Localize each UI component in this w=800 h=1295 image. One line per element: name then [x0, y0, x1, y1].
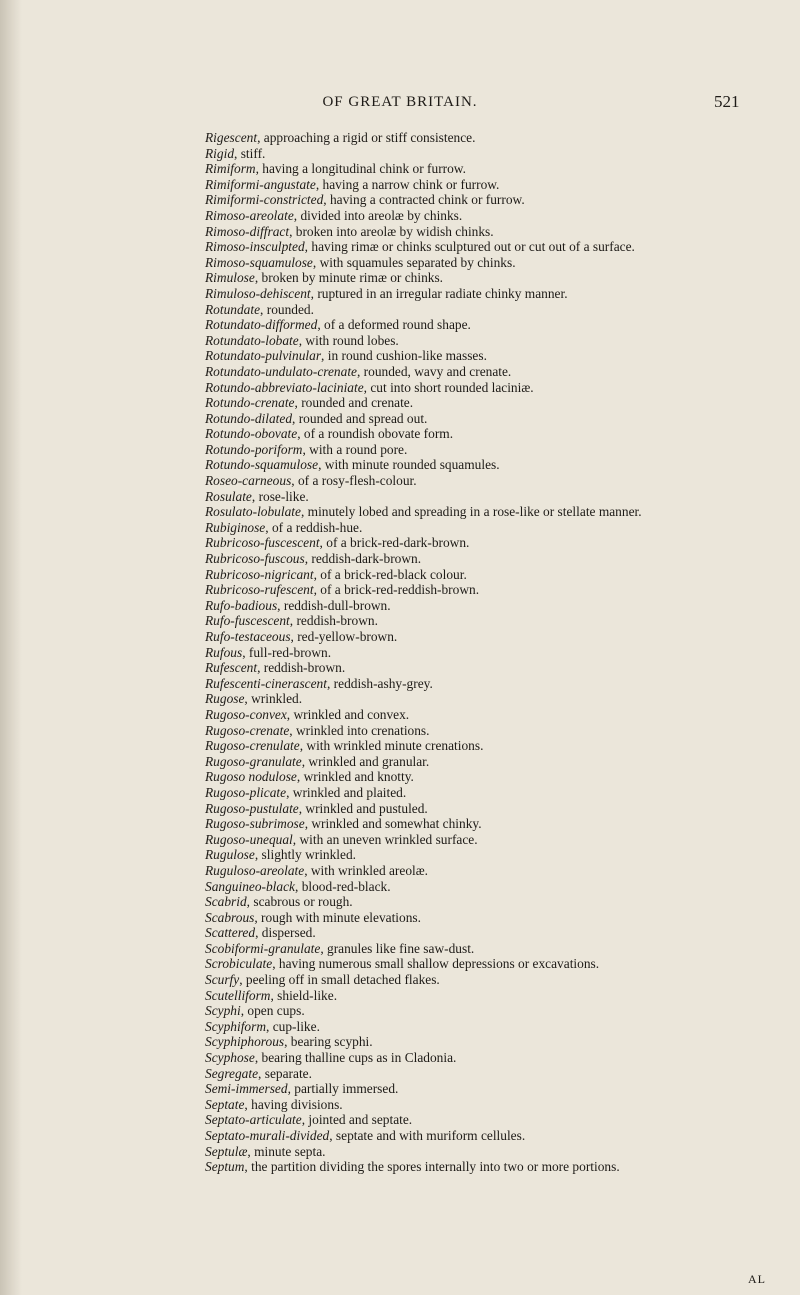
glossary-entry	[205, 504, 795, 520]
entry-definition: , cup-like.	[266, 1018, 320, 1034]
entry-term: Septum	[205, 1159, 245, 1175]
entry-definition: , having a contracted chink or furrow.	[323, 192, 525, 208]
entry-definition: , rounded and spread out.	[292, 410, 428, 426]
entry-definition: , slightly wrinkled.	[254, 847, 357, 863]
entry-term: Segregate	[205, 1065, 259, 1081]
entry-definition: , bearing thalline cups as in Cladonia.	[254, 1050, 457, 1066]
entry-term: Septulæ	[205, 1143, 248, 1159]
entry-term: Rubricoso-nigricant	[205, 566, 314, 582]
entry-definition: , with round lobes.	[298, 332, 399, 348]
entry-term: Scabrous	[205, 909, 255, 925]
entry-term: Rotundo-obovate	[205, 426, 298, 442]
glossary-entry	[205, 754, 795, 770]
entry-definition: , bearing scyphi.	[284, 1034, 373, 1050]
entry-definition: , minutely lobed and spreading in a rose-like or stellate manner.	[300, 504, 642, 520]
entry-definition: , dispersed.	[255, 925, 316, 941]
entry-definition: , rose-like.	[251, 488, 309, 504]
glossary-entry	[205, 863, 795, 879]
entry-definition: , with wrinkled minute crenations.	[299, 738, 484, 754]
entry-definition: , septate and with muriform cellules.	[329, 1128, 526, 1143]
glossary-entry	[205, 286, 795, 302]
entry-term: Rimoso-diffract	[205, 223, 290, 239]
entry-definition: , wrinkled and convex.	[286, 706, 410, 722]
entry-term: Rigid	[205, 145, 235, 161]
glossary-entry	[205, 1144, 795, 1160]
entry-term: Scobiformi-granulate	[205, 940, 321, 956]
entry-term: Rimoso-areolate	[205, 207, 294, 223]
entry-definition: , cut into short rounded laciniæ.	[363, 379, 534, 395]
entry-definition: , of a roundish obovate form.	[297, 426, 454, 442]
entry-definition: , of a brick-red-black colour.	[313, 566, 467, 582]
entry-definition: , wrinkled.	[244, 691, 303, 707]
glossary-entry	[205, 535, 795, 551]
entry-definition: , minute septa.	[247, 1143, 326, 1159]
glossary-entry	[205, 816, 795, 832]
glossary-entry	[205, 239, 795, 255]
entry-definition: , with minute rounded squamules.	[318, 457, 500, 473]
entry-term: Rotundo-abbreviato-laciniate	[205, 379, 364, 395]
entry-term: Rimoso-insculpted	[205, 239, 305, 255]
entry-definition: , ruptured in an irregular radiate chinky manner.	[310, 285, 568, 301]
entry-definition: , having divisions.	[244, 1096, 343, 1112]
entry-definition: , reddish-ashy-grey.	[326, 675, 433, 691]
entry-term: Scutelliform	[205, 987, 271, 1003]
entry-definition: , blood-red-black.	[295, 878, 391, 894]
entry-term: Rimiformi-constricted	[205, 192, 324, 208]
entry-term: Rubiginose	[205, 519, 266, 535]
entry-term: Scrobiculate	[205, 956, 273, 972]
entry-definition: , of a brick-red-reddish-brown.	[313, 582, 480, 598]
entry-term: Rigescent	[205, 130, 258, 145]
entry-term: Rosulate	[205, 488, 252, 504]
entry-definition: , of a brick-red-dark-brown.	[319, 535, 470, 551]
entry-definition: , wrinkled and knotty.	[296, 769, 414, 785]
entry-term: Scabrid	[205, 894, 247, 910]
entry-term: Rugose	[205, 691, 245, 707]
glossary-entry	[205, 177, 795, 193]
entry-term: Rufo-testaceous	[205, 629, 291, 644]
entry-term: Scattered	[205, 925, 256, 941]
glossary-entry	[205, 723, 795, 739]
glossary-entry	[205, 551, 795, 567]
glossary-entry	[205, 582, 795, 598]
entry-definition: , wrinkled into crenations.	[289, 722, 430, 738]
glossary-entry	[205, 738, 795, 754]
glossary-entry	[205, 879, 795, 895]
glossary-entry	[205, 894, 795, 910]
glossary-entry	[205, 567, 795, 583]
entry-term: Septato-murali-divided	[205, 1128, 330, 1143]
glossary-entry	[205, 676, 795, 692]
glossary-entry	[205, 769, 795, 785]
entry-term: Rufous	[205, 644, 243, 660]
glossary-entry	[205, 847, 795, 863]
entry-term: Rotundato-difformed	[205, 317, 318, 333]
entry-term: Rimiform	[205, 161, 256, 177]
entry-term: Rugoso-plicate	[205, 784, 287, 800]
entry-definition: , wrinkled and pustuled.	[298, 800, 428, 816]
glossary-entry	[205, 302, 795, 318]
entry-term: Rugoso-crenate	[205, 722, 290, 738]
entry-term: Rotundo-dilated	[205, 410, 293, 426]
entry-definition: , having numerous small shallow depressions or excavations.	[272, 956, 600, 972]
entry-definition: , reddish-dull-brown.	[277, 597, 391, 613]
page-header	[0, 94, 800, 118]
entry-definition: , approaching a rigid or stiff consistence.	[257, 130, 476, 145]
entry-definition: , peeling off in small detached flakes.	[239, 972, 440, 988]
glossary-entry	[205, 1050, 795, 1066]
entry-term: Rubricoso-rufescent	[205, 582, 314, 598]
entry-term: Scyphi	[205, 1003, 241, 1019]
glossary-entry	[205, 1128, 795, 1144]
glossary-entry	[205, 1081, 795, 1097]
entry-term: Scyphiphorous	[205, 1034, 285, 1050]
entry-term: Rugoso-pustulate	[205, 800, 299, 816]
entry-definition: , wrinkled and somewhat chinky.	[304, 816, 482, 832]
entry-definition: , full-red-brown.	[242, 644, 332, 660]
glossary-entry	[205, 130, 795, 146]
glossary-entry	[205, 1019, 795, 1035]
glossary-entry	[205, 208, 795, 224]
entry-term: Rotundato-pulvinular	[205, 348, 322, 364]
glossary-entry	[205, 925, 795, 941]
glossary-entry	[205, 1159, 795, 1175]
entry-definition: , broken by minute rimæ or chinks.	[254, 270, 444, 286]
entry-term: Rubricoso-fuscescent	[205, 535, 320, 551]
entry-term: Rotundato-lobate	[205, 332, 299, 348]
entry-definition: , reddish-brown.	[257, 660, 346, 676]
entry-definition: , the partition dividing the spores internally into two or more portions.	[244, 1159, 620, 1175]
glossary-entry	[205, 598, 795, 614]
glossary-entry	[205, 270, 795, 286]
entry-term: Ruguloso-areolate	[205, 862, 305, 878]
entry-term: Sanguineo-black	[205, 878, 295, 894]
entry-definition: , divided into areolæ by chinks.	[293, 207, 463, 223]
entry-term: Rufescent	[205, 660, 258, 676]
glossary-entry	[205, 691, 795, 707]
entry-term: Rufo-badious	[205, 597, 278, 613]
entry-definition: , rounded and crenate.	[294, 395, 414, 411]
entry-definition: , scabrous or rough.	[246, 894, 353, 910]
entry-term: Rotundo-poriform	[205, 441, 303, 457]
glossary-entry	[205, 1034, 795, 1050]
entry-term: Rubricoso-fuscous	[205, 551, 305, 567]
glossary-entry	[205, 146, 795, 162]
entry-term: Rugoso-crenulate	[205, 738, 300, 754]
entry-term: Rotundo-squamulose	[205, 457, 319, 473]
entry-term: Scurfy	[205, 972, 240, 988]
glossary-entry	[205, 972, 795, 988]
glossary-entry	[205, 1097, 795, 1113]
glossary-entry	[205, 333, 795, 349]
glossary-entry	[205, 442, 795, 458]
entry-term: Rugoso-granulate	[205, 753, 302, 769]
glossary-entry	[205, 832, 795, 848]
glossary-entry	[205, 364, 795, 380]
entry-term: Rugoso nodulose	[205, 769, 297, 785]
entry-term: Rugoso-subrimose	[205, 816, 305, 832]
entry-definition: , having a longitudinal chink or furrow.	[255, 161, 466, 177]
entry-term: Septato-articulate	[205, 1112, 302, 1128]
entry-term: Rugulose	[205, 847, 255, 863]
entry-definition: , broken into areolæ by widish chinks.	[289, 223, 494, 239]
glossary-entry	[205, 380, 795, 396]
entry-definition: , rough with minute elevations.	[254, 909, 421, 925]
entry-definition: , open cups.	[240, 1003, 305, 1019]
glossary-entry	[205, 457, 795, 473]
glossary-entry	[205, 411, 795, 427]
entry-term: Rimulose	[205, 270, 255, 286]
glossary-entry	[205, 660, 795, 676]
glossary-entry	[205, 1066, 795, 1082]
entry-term: Rimuloso-dehiscent	[205, 285, 311, 301]
entry-term: Rotundo-crenate	[205, 395, 295, 411]
entry-term: Rosulato-lobulate	[205, 504, 301, 520]
glossary-entry	[205, 224, 795, 240]
entry-definition: , wrinkled and plaited.	[286, 784, 407, 800]
entry-definition: , of a rosy-flesh-colour.	[291, 473, 417, 489]
entry-term: Scyphose	[205, 1050, 255, 1066]
glossary-entries	[205, 130, 795, 1175]
entry-definition: , having a narrow chink or furrow.	[315, 176, 500, 192]
glossary-entry	[205, 613, 795, 629]
entry-definition: , shield-like.	[270, 987, 338, 1003]
glossary-entry	[205, 629, 795, 645]
running-head: OF GREAT BRITAIN.	[322, 94, 478, 110]
entry-term: Roseo-carneous	[205, 473, 292, 489]
glossary-entry	[205, 956, 795, 972]
entry-term: Rimoso-squamulose	[205, 254, 313, 270]
entry-definition: , with wrinkled areolæ.	[304, 862, 429, 878]
entry-definition: , of a reddish-hue.	[265, 519, 363, 535]
glossary-entry	[205, 707, 795, 723]
entry-definition: , jointed and septate.	[301, 1112, 413, 1128]
entry-term: Rugoso-convex	[205, 706, 287, 722]
entry-definition: , wrinkled and granular.	[301, 753, 430, 769]
entry-definition: , with a round pore.	[302, 441, 408, 457]
glossary-entry	[205, 520, 795, 536]
glossary-entry	[205, 988, 795, 1004]
entry-term: Rufo-fuscescent	[205, 613, 290, 629]
entry-definition: , with squamules separated by chinks.	[312, 254, 516, 270]
entry-definition: , granules like fine saw-dust.	[320, 940, 475, 956]
entry-term: Rotundate	[205, 301, 261, 317]
signature-mark: AL	[748, 1272, 766, 1286]
glossary-entry	[205, 255, 795, 271]
glossary-entry	[205, 1112, 795, 1128]
glossary-entry	[205, 317, 795, 333]
entry-definition: , of a deformed round shape.	[317, 317, 471, 333]
glossary-entry	[205, 489, 795, 505]
glossary-entry	[205, 426, 795, 442]
entry-definition: , reddish-dark-brown.	[304, 551, 422, 567]
entry-definition: , in round cushion-like masses.	[321, 348, 487, 364]
entry-definition: , having rimæ or chinks sculptured out or cut out of a surface.	[304, 239, 635, 255]
entry-term: Rotundato-undulato-crenate	[205, 363, 357, 379]
entry-term: Rufescenti-cinerascent	[205, 675, 327, 691]
glossary-entry	[205, 910, 795, 926]
glossary-entry	[205, 785, 795, 801]
glossary-entry	[205, 645, 795, 661]
glossary-entry	[205, 192, 795, 208]
entry-definition: , with an uneven wrinkled surface.	[292, 831, 478, 847]
entry-definition: , rounded, wavy and crenate.	[356, 363, 512, 379]
entry-term: Septate	[205, 1096, 245, 1112]
entry-term: Semi-immersed	[205, 1081, 288, 1097]
entry-term: Scyphiform	[205, 1018, 266, 1034]
glossary-entry	[205, 801, 795, 817]
entry-definition: , reddish-brown.	[289, 613, 378, 629]
entry-definition: , stiff.	[234, 145, 266, 161]
glossary-entry	[205, 1003, 795, 1019]
glossary-entry	[205, 161, 795, 177]
entry-definition: , separate.	[258, 1065, 312, 1081]
glossary-entry	[205, 395, 795, 411]
entry-definition: , partially immersed.	[287, 1081, 399, 1097]
glossary-entry	[205, 941, 795, 957]
entry-definition: , rounded.	[260, 301, 314, 317]
entry-term: Rugoso-unequal	[205, 831, 293, 847]
page-number: 521	[714, 92, 740, 111]
glossary-entry	[205, 348, 795, 364]
entry-definition: , red-yellow-brown.	[290, 629, 398, 644]
glossary-entry	[205, 473, 795, 489]
page-binding-shadow	[0, 0, 22, 1295]
entry-term: Rimiformi-angustate	[205, 176, 316, 192]
